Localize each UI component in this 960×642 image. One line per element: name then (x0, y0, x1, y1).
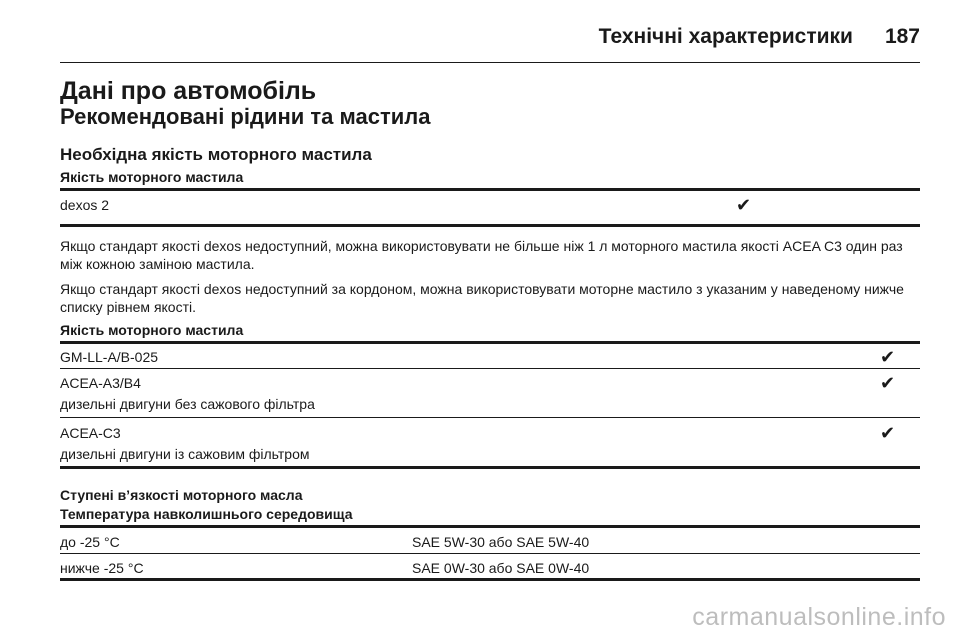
viscosity-row-divider (60, 553, 920, 554)
viscosity-grade: SAE 0W-30 або SAE 0W-40 (412, 560, 590, 576)
table2-row-sub: дизельні двигуни без сажового фільтра (60, 396, 315, 412)
viscosity-bottom-rule (60, 578, 920, 581)
watermark: carmanualsonline.info (692, 603, 946, 631)
check-icon: ✔ (880, 347, 896, 367)
viscosity-temp: до -25 °C (60, 534, 120, 550)
header-title: Технічні характеристики (598, 25, 853, 48)
page-header (60, 20, 920, 54)
table1-bottom-rule (60, 224, 920, 227)
subsection-title: Рекомендовані рідини та мастила (60, 104, 431, 129)
check-icon: ✔ (880, 373, 896, 393)
check-icon: ✔ (880, 423, 896, 443)
paragraph-acea-c3: Якщо стандарт якості dexos недоступний, можна використовувати не більше ніж 1 л моторного мастила якості ACEA C3 один раз між кожною заміною мастила. (60, 238, 903, 272)
table2-bottom-rule (60, 466, 920, 469)
viscosity-caption: Температура навколишнього середовища (60, 506, 353, 522)
section-title: Дані про автомобіль (60, 77, 317, 105)
header-divider (60, 62, 920, 63)
table1-top-rule (60, 188, 920, 191)
table2-row-label: ACEA-A3/B4 (60, 375, 141, 391)
table1-row-label: dexos 2 (60, 197, 110, 213)
table2-caption: Якість моторного мастила (60, 322, 244, 338)
viscosity-top-rule (60, 525, 920, 528)
table2-row-divider (60, 368, 920, 369)
table1-caption: Якість моторного мастила (60, 169, 244, 185)
page-number: 187 (884, 25, 920, 48)
check-icon: ✔ (736, 195, 752, 215)
viscosity-temp: нижче -25 °C (60, 560, 144, 576)
viscosity-grade: SAE 5W-30 або SAE 5W-40 (412, 534, 590, 550)
paragraph-abroad: Якщо стандарт якості dexos недоступний за кордоном, можна використовувати моторне мастило з указаним у наведеному нижче списку рівнем якості. (60, 281, 904, 315)
table2-row-label: GM-LL-A/B-025 (60, 349, 159, 365)
viscosity-heading: Ступені в’язкості моторного масла (60, 487, 303, 503)
table2-row-sub: дизельні двигуни із сажовим фільтром (60, 446, 310, 462)
oil-quality-heading: Необхідна якість моторного мастила (60, 145, 372, 164)
table2-row-label: ACEA-C3 (60, 425, 121, 441)
table2-top-rule (60, 341, 920, 344)
manual-page (60, 0, 920, 642)
table2-row-divider (60, 417, 920, 418)
